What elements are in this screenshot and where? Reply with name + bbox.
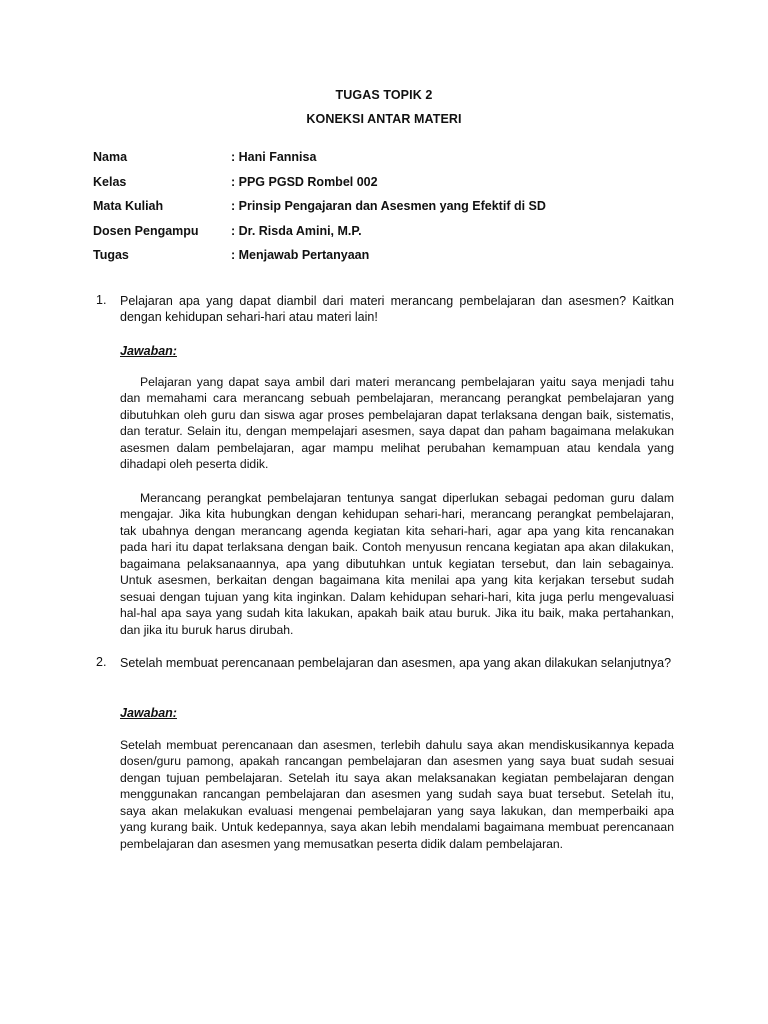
info-value: : Prinsip Pengajaran dan Asesmen yang Efektif di SD	[231, 199, 546, 213]
question-number: 1.	[96, 293, 107, 307]
info-label: Dosen Pengampu	[93, 223, 199, 238]
question-text: Setelah membuat perencanaan pembelajaran dan asesmen, apa yang akan dilakukan selanjutnya?	[120, 656, 672, 670]
document-title: TUGAS TOPIK 2	[335, 88, 433, 102]
answer-paragraph: Setelah membuat perencanaan dan asesmen, terlebih dahulu saya akan mendiskusikannya kepada dosen/guru pamong, apakah rancangan pembelajaran dan asesmen yang saya buat sudah sesuai dengan tujuan pembelajaran. Setelah itu saya akan melaksanakan kegiatan pembelajaran dengan menggunakan rancangan pembelajaran dan asesmen yang sudah saya buat tersebut. Setelah itu, saya akan melakukan evaluasi mengenai pembelajaran yang saya lakukan, dan memperbaiki apa yang kurang baik. Untuk kedepannya, saya akan lebih mendalami bagaimana membuat perencanaan pembelajaran dan asesmen yang memusatkan peserta didik dalam pembelajaran.	[120, 738, 674, 851]
info-value: : PPG PGSD Rombel 002	[231, 174, 378, 189]
info-label: Tugas	[93, 248, 129, 262]
answer-paragraph: Merancang perangkat pembelajaran tentunya sangat diperlukan sebagai pedoman guru dalam mengajar. Jika kita hubungkan dengan kehidupan sehari-hari, merancang perangkat pembelajaran, tak ubahnya dengan merancang agenda kegiatan kita sehari-hari, agar apa yang kita rencanakan pada hari itu dapat terlaksana dengan baik. Contoh menyusun rencana kegiatan apa akan dilakukan, bagaimana pelaksanaannya, apa yang dibutuhkan untuk kegiatan tersebut, dan lain sebagainya. Untuk asesmen, berkaitan dengan bagaimana kita menilai apa yang kita kerjakan tersebut sudah sesuai dengan tujuan yang kita inginkan. Dalam kehidupan sehari-hari, kita juga perlu mengevaluasi hal-hal apa saya yang sudah kita lakukan, apakah baik atau buruk. Jika itu baik, maka pertahankan, dan jika itu buruk harus dirubah.	[120, 491, 674, 637]
document-subtitle: KONEKSI ANTAR MATERI	[306, 112, 462, 126]
info-value: : Menjawab Pertanyaan	[231, 248, 370, 262]
question-text: Pelajaran apa yang dapat diambil dari materi merancang pembelajaran dan asesmen? Kaitkan dengan kehidupan sehari-hari atau materi lain!	[120, 294, 674, 325]
info-value: : Dr. Risda Amini, M.P.	[231, 223, 362, 238]
info-label: Nama	[93, 150, 128, 164]
answer-label: Jawaban:	[120, 706, 177, 720]
info-label: Kelas	[93, 174, 127, 189]
question-number: 2.	[96, 655, 107, 669]
answer-paragraph: Pelajaran yang dapat saya ambil dari materi merancang pembelajaran yaitu saya menjadi tahu dan memahami cara merancang sebuah pembelajaran, merancang perangkat pembelajaran yang dibutuhkan oleh guru dan siswa agar proses pembelajaran dapat terlaksana dengan baik, sistematis, dan teratur. Selain itu, dengan mempelajari asesmen, saya dapat dan paham bagaimana melakukan asesmen dalam pembelajaran, agar mampu melihat perubahan kemampuan atau kendala yang dihadapi oleh peserta didik.	[120, 375, 674, 472]
info-label: Mata Kuliah	[93, 199, 164, 213]
answer-label: Jawaban:	[120, 344, 177, 358]
info-value: : Hani Fannisa	[231, 150, 317, 164]
